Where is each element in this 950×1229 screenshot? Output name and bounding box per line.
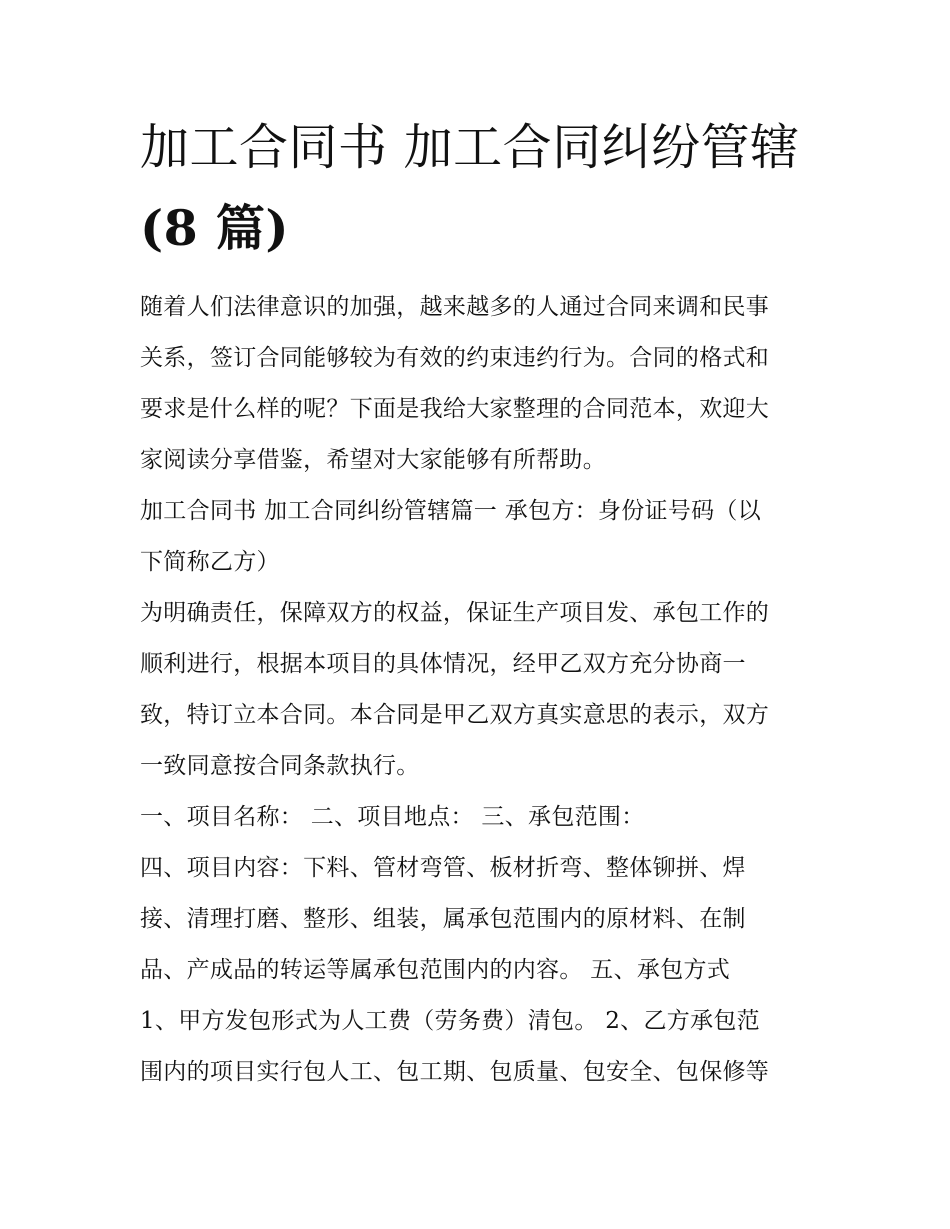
title-line: 加工合同书 加工合同纠纷管辖 [140,119,800,176]
text-line: 四、项目内容：下料、管材弯管、板材折弯、整体铆拼、焊 [140,855,746,881]
section-heading-paragraph [140,486,812,588]
intro-paragraph [140,282,812,486]
text-line: 顺利进行，根据本项目的具体情况，经甲乙双方充分协商一 [140,651,746,677]
text-line: 接、清理打磨、整形、组装，属承包范围内的原材料、在制 [140,906,746,932]
text-line: 随着人们法律意识的加强，越来越多的人通过合同来调和民事 [140,294,770,320]
method-paragraph [140,996,812,1098]
document-title [140,108,812,268]
text-line: 致，特订立本合同。本合同是甲乙双方真实意思的表示，双方 [140,702,770,728]
text-line: 加工合同书 加工合同纠纷管辖篇一 承包方：身份证号码（以 [140,498,762,524]
text-line: 一致同意按合同条款执行。 [140,753,420,779]
items-paragraph [140,792,812,843]
text-line: 围内的项目实行包人工、包工期、包质量、包安全、包保修等 [140,1059,770,1085]
text-line: 家阅读分享借鉴，希望对大家能够有所帮助。 [140,447,606,473]
text-line: 关系，签订合同能够较为有效的约束违约行为。合同的格式和 [140,345,770,371]
document-content [140,108,812,1098]
text-line: 品、产成品的转运等属承包范围内的内容。 五、承包方式 [140,957,731,983]
purpose-paragraph [140,588,812,792]
title-line: (8 篇) [140,199,290,257]
text-line: 下简称乙方） [140,549,280,575]
text-line: 一、项目名称： 二、项目地点： 三、承包范围： [140,804,645,830]
text-line: 为明确责任，保障双方的权益，保证生产项目发、承包工作的 [140,600,770,626]
text-line: 1、甲方发包形式为人工费（劳务费）清包。 2、乙方承包范 [140,1008,760,1034]
text-line: 要求是什么样的呢？下面是我给大家整理的合同范本，欢迎大 [140,396,770,422]
content-paragraph [140,843,812,996]
